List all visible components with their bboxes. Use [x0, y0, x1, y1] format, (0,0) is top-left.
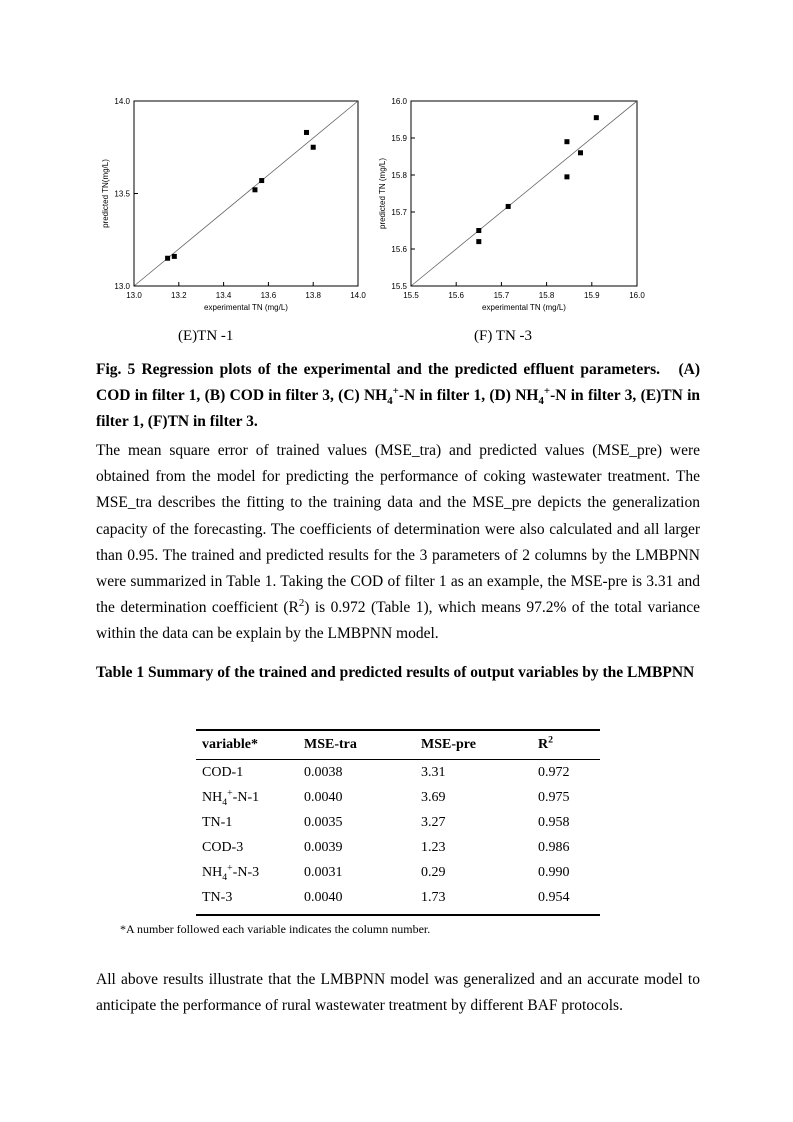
table-row	[196, 860, 600, 885]
cell: 0.954	[532, 885, 600, 915]
x-tick-label: 13.4	[215, 291, 232, 300]
cell: TN-1	[202, 814, 233, 830]
panel-label-e: (E)TN -1	[178, 328, 234, 344]
table-row	[196, 835, 600, 860]
x-tick-label: 15.5	[403, 291, 419, 300]
cell: 0.986	[538, 839, 570, 855]
data-point	[578, 150, 583, 155]
header-variable: variable*	[202, 737, 258, 752]
cell: 0.0038	[304, 764, 343, 780]
data-point	[476, 228, 481, 233]
figure-caption	[96, 357, 700, 435]
cell: 0.975	[538, 789, 570, 805]
header-mse-pre: MSE-pre	[421, 737, 476, 752]
y-tick-label: 14.0	[114, 97, 130, 106]
x-tick-label: 16.0	[629, 291, 645, 300]
x-axis-label: experimental TN (mg/L)	[204, 303, 288, 312]
data-point	[476, 239, 481, 244]
x-tick-label: 13.2	[171, 291, 187, 300]
reference-line	[411, 101, 637, 286]
y-axis-label: predicted TN (mg/L)	[378, 158, 387, 229]
cell: $NH_4^+-N-1$	[202, 786, 260, 808]
x-tick-label: 13.8	[305, 291, 321, 300]
cell: TN-3	[196, 885, 298, 915]
x-tick-label: 15.9	[584, 291, 600, 300]
cell: 1.23	[421, 839, 446, 855]
paragraph-mse: The mean square error of trained values (MSE_tra) and predicted values (MSE_pre) were obtained from the model for predicting the performance of coking wastewater treatment. The MSE_tra describes the fitting to the training data and the MSE_pre depicts the generalization capacity of the forecasting. The coefficients of determination were also calculated and all larger than 0.95. The trained and predicted results for the 3 parameters of 2 columns by the LMBPNN were summarized in Table 1. Taking the COD of filter 1 as an example, the MSE-pre is 3.31 and the determination coefficient $(R^2)$ is 0.972 (Table 1), which means 97.2% of the total variance within the data can be explain by the LMBPNN model.	[96, 442, 701, 643]
table-caption: Table 1 Summary of the trained and predicted results of output variables by the LMBPNN	[96, 664, 695, 681]
plot-f-tn-3	[0, 0, 793, 340]
cell: $NH_4^+-N-3$	[202, 861, 260, 883]
cell: 0.0039	[304, 839, 343, 855]
cell: 0.972	[538, 764, 570, 780]
cell: 3.69	[421, 789, 446, 805]
x-tick-label: 14.0	[350, 291, 366, 300]
y-tick-label: 13.0	[114, 282, 130, 291]
results-table	[196, 729, 600, 916]
cell: 0.0040	[304, 789, 343, 805]
y-tick-label: 15.7	[391, 208, 407, 217]
y-tick-label: 16.0	[391, 97, 407, 106]
cell: COD-3	[202, 839, 244, 855]
x-tick-label: 15.8	[538, 291, 555, 300]
y-tick-label: 15.8	[391, 171, 407, 180]
data-point	[564, 139, 569, 144]
data-point	[564, 174, 569, 179]
y-tick-label: 15.5	[391, 282, 407, 291]
x-tick-label: 15.6	[448, 291, 464, 300]
figure-caption-part1: Fig. 5 Regression plots of the experimental and the predicted effluent parameters. (A) COD in filter 1, (B) COD in filter 3, (C) $NH_4^+-N$ in filter 1, (D) $NH_4^+-N$ in filter 3, (E)TN in filter 1, (F)TN in filter 3.	[96, 361, 701, 430]
table-header-row	[196, 730, 600, 760]
cell: 0.29	[421, 864, 446, 880]
cell: 3.27	[421, 814, 446, 830]
cell: 1.73	[415, 885, 532, 915]
cell: COD-1	[202, 764, 244, 780]
data-point	[594, 115, 599, 120]
table-row	[196, 885, 600, 915]
table-row	[196, 760, 600, 786]
data-point	[506, 204, 511, 209]
cell: 0.0040	[298, 885, 415, 915]
cell: 0.0031	[304, 864, 343, 880]
table-row	[196, 785, 600, 810]
cell: 0.0035	[304, 814, 343, 830]
y-axis-label: predicted TN(mg/L)	[101, 159, 110, 228]
cell: 3.31	[421, 764, 446, 780]
x-tick-label: 13.6	[260, 291, 277, 300]
header-r2: $R^2$	[538, 734, 554, 752]
x-axis-label: experimental TN (mg/L)	[482, 303, 566, 312]
cell: 0.958	[538, 814, 570, 830]
x-tick-label: 15.7	[493, 291, 510, 300]
table-row	[196, 810, 600, 835]
table-footnote: *A number followed each variable indicates the column number.	[120, 922, 431, 936]
panel-label-f: (F) TN -3	[474, 328, 533, 344]
y-tick-label: 13.5	[114, 189, 130, 199]
y-tick-label: 15.6	[391, 245, 407, 254]
header-mse-tra: MSE-tra	[304, 737, 357, 752]
paragraph-conclusion: All above results illustrate that the LMBPNN model was generalized and an accurate model to anticipate the performance of rural wastewater treatment by different BAF protocols.	[96, 971, 700, 1015]
cell: 0.990	[538, 864, 570, 880]
x-tick-label: 13.0	[126, 291, 142, 300]
y-tick-label: 15.9	[391, 134, 407, 143]
